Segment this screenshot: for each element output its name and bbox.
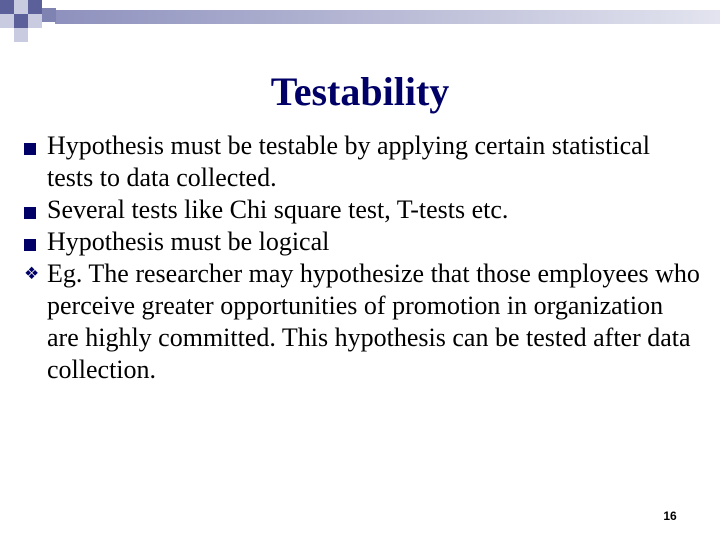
bullet-list	[0, 130, 720, 386]
bullet-text: Hypothesis must be logical	[47, 227, 330, 256]
bullet-item	[0, 130, 720, 194]
header-decoration	[0, 0, 720, 42]
bullet-item	[0, 194, 720, 226]
bullet-item	[0, 258, 720, 386]
diamond-bullet-icon: ❖	[24, 264, 40, 284]
square-bullet-icon	[24, 226, 42, 258]
bullet-text: Eg. The researcher may hypothesize that those employees who perceive greater opportunities of promotion in organization are highly committed. This hypothesis can be tested after data collection.	[47, 259, 700, 384]
bullet-item	[0, 226, 720, 258]
bullet-text: Several tests like Chi square test, T-tests etc.	[47, 195, 509, 224]
square-bullet-icon	[24, 194, 42, 226]
slide-number: 16	[663, 509, 677, 523]
square-bullet-icon	[24, 130, 42, 162]
bullet-text: Hypothesis must be testable by applying certain statistical tests to data collected.	[47, 131, 650, 192]
slide-title: Testability	[270, 69, 450, 114]
